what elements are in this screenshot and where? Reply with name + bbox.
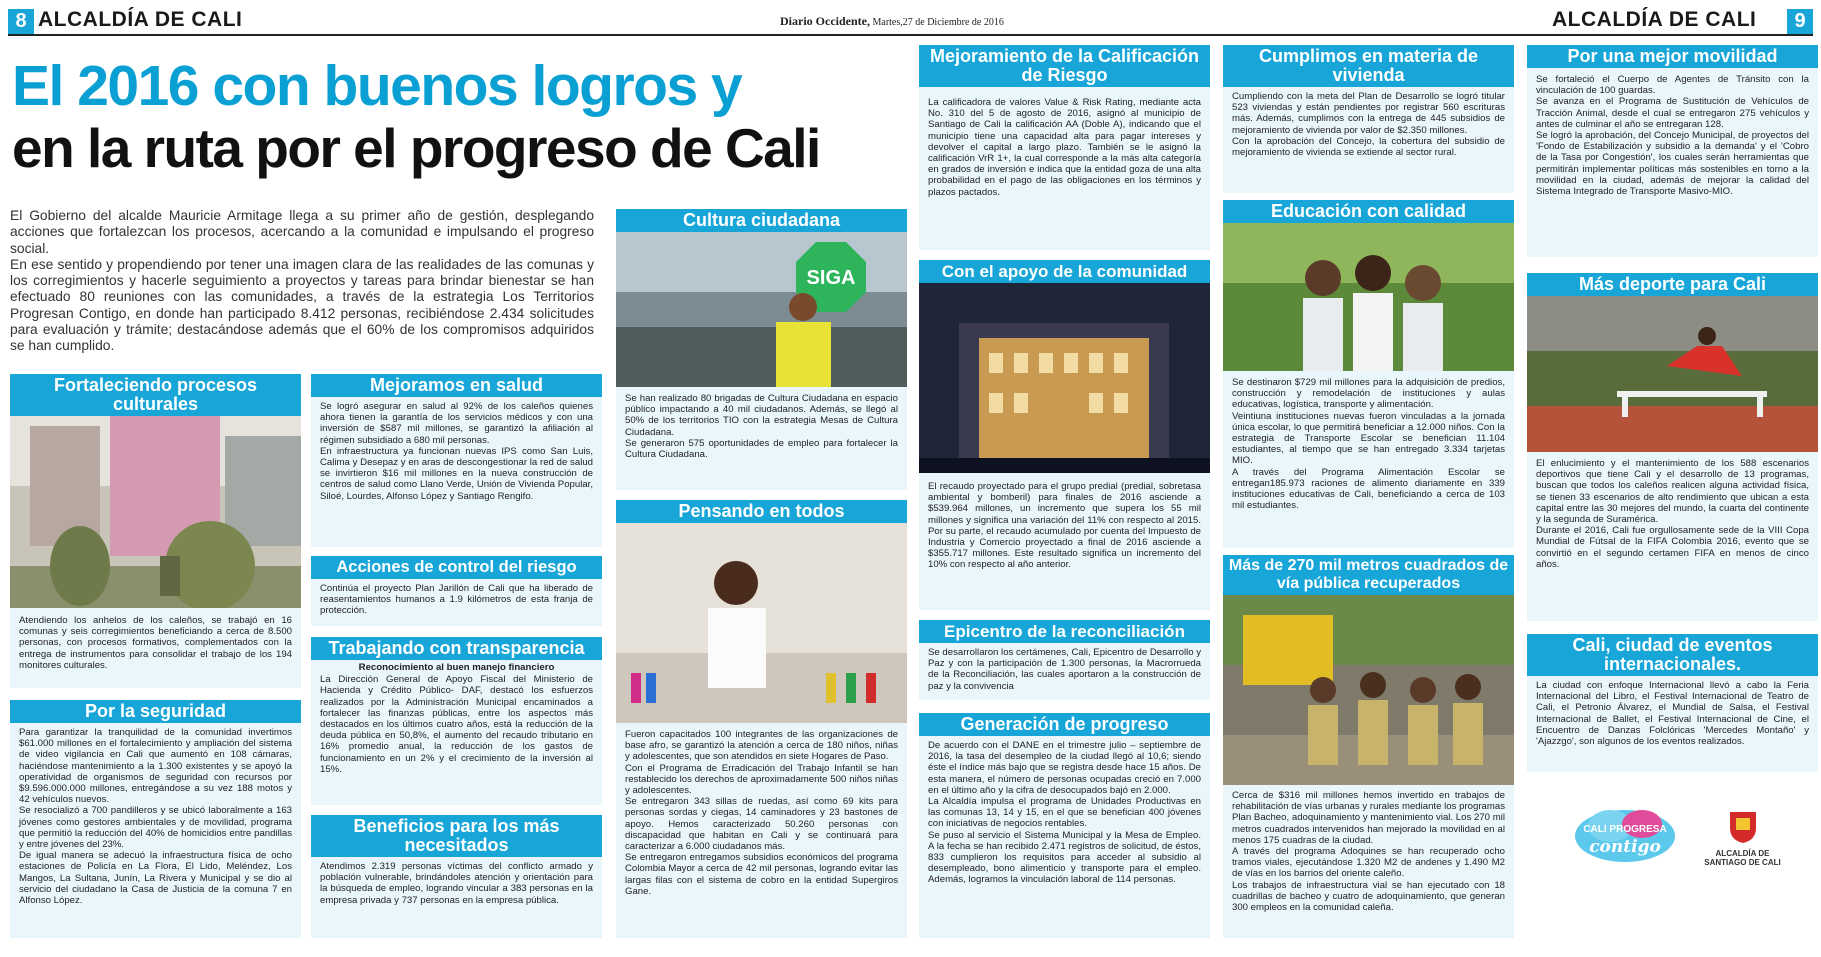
box-deporte [1527, 273, 1818, 621]
box-title: Trabajando con transparencia [311, 637, 602, 660]
box-pensando [616, 500, 907, 938]
box-paragraph: Se entregaron 343 sillas de ruedas, así como 69 kits para personas sordas y ciegas, 14 caminadores y 23 bastones de apoyo. Hemos caracterizado 50.260 personas con discapacidad que habitan en Cali y se continuará para caracterizar a 6.000 ciudadanos más. [625, 796, 898, 853]
box-paragraph: Se logró la aprobación, del Concejo Municipal, de proyectos del 'Fondo de Estabilización y subsidio a la demanda' y el 'Cobro de la Tasa por Congestión', los cuales serán herramientas que permitirán implementar políticas más sostenibles en torno a la movilidad en la ciudad, además de mejorar la calidad del Sistema Integrado de Transporte Masivo-MIO. [1536, 130, 1809, 198]
box-paragraph: Con la aprobación del Concejo, la cobertura del subsidio de mejoramiento de vivienda se extiende al sector rural. [1232, 135, 1505, 159]
logo-text: ALCALDÍA DE [1715, 849, 1770, 858]
box-title: Beneficios para los más necesitados [311, 815, 602, 857]
page-number-left: 8 [8, 9, 34, 34]
box-title: Educación con calidad [1223, 200, 1514, 223]
box-paragraph: A través del Programa Alimentación Escolar se entregan185.973 raciones de alimento diariamente en 339 instituciones educativas de Cali, beneficiando a cerca de 103 mil estudiantes. [1232, 466, 1505, 512]
box-paragraph: Cumpliendo con la meta del Plan de Desarrollo se logró titular 523 viviendas y están pendientes por registrar 560 escrituras más. Además, cumplimos con la entrega de 445 subsidios de mejoramiento de vivienda por valor de $2.350 millones. [1232, 91, 1505, 136]
masthead-name: Diario Occidente, [780, 14, 870, 28]
box-text: Se desarrollaron los certámenes, Cali, Epicentro de Desarrollo y Paz y con la participación de 1.300 personas, la Macrorrueda de la Reconciliación, las cuales aportaron a la construcción de paz y la convivencia [928, 647, 1202, 692]
intro-paragraph: El Gobierno del alcalde Mauricie Armitage llega a su primer año de gestión, desplegando acciones que fortalezcan los procesos, acercando a la comunidad e impulsando el progreso social. [10, 208, 594, 256]
box-educacion [1223, 200, 1514, 548]
box-paragraph: De igual manera se adecuó la infraestructura física de ocho estaciones de Policía en La Flora, El Lido, Meléndez, Los Mangos, La Sultana, Junín, La Rivera y Municipal y se dio al servicio del ciudadano la Casa de Justicia de la comuna 7 en Alfonso López. [19, 850, 292, 907]
header-rule [8, 34, 1813, 36]
box-seguridad [10, 700, 301, 938]
box-paragraph: Se fortaleció el Cuerpo de Agentes de Tránsito con la vinculación de 100 guardas. [1536, 74, 1809, 97]
logo-text: contigo [1589, 837, 1661, 857]
photo-building-night [919, 283, 1210, 473]
coat-of-arms-icon [1728, 810, 1758, 844]
box-text: El recaudo proyectado para el grupo predial (predial, sobretasa ambiental y bomberil) para finales de 2016 asciende a $539.964 millones, un incremento que supera los 55 mil millones y significa una variación del 11% con respecto al 2015. Por su parte, el recaudo acumulado por cuenta del Impuesto de Industria y Comercio proyectado a final de 2016 asciende a $355.717 millones. Este resultado significa un incremento del 10% con respecto al año anterior. [928, 481, 1201, 571]
box-paragraph: Se destinaron $729 mil millones para la adquisición de predios, construcción y remodelación de instituciones y aulas educativas, logística, transporte y alimentación. [1232, 377, 1505, 411]
box-text: Atendimos 2.319 personas víctimas del conflicto armado y población vulnerable, brindándoles atención y orientación para la búsqueda de empleo, logrando vincular a 383 personas en la empresa privada y 737 personas en la empresa pública. [320, 861, 593, 906]
box-cultura-ciudadana [616, 209, 907, 490]
box-text: Atendiendo los anhelos de los caleños, se trabajó en 16 comunas y seis corregimientos beneficiando a cerca de 8.500 personas, con procesos formativos, complementados con la entrega de instrumentos para consolidar el trabajo de los 194 monitores culturales. [19, 615, 292, 671]
box-paragraph: El enlucimiento y el mantenimiento de los 588 escenarios deportivos que tiene Cali y el desarrollo de 13 programas, buscan que todos los caleños realicen alguna actividad física, se tienen 33 escenarios de alto rendimiento que ubican a esta capital entre las 30 mejores del mundo, la cuarta del continente y la segunda de Suramérica. [1536, 458, 1809, 526]
box-title: Por la seguridad [10, 700, 301, 723]
photo-siga-sign [616, 232, 907, 387]
box-text: La ciudad con enfoque Internacional llevó a cabo la Feria Internacional del Libro, el Festival Internacional de Teatro de Cali, el Petronio Álvarez, el Mundial de Salsa, el Festival Internacional de Ballet, el Festival Internacional de Cine, el Encuentro de Danzas Folclóricas 'Mercedes Montaño' y 'Ajazzgo', son algunos de los eventos realizados. [1536, 680, 1809, 748]
box-title: Por una mejor movilidad [1527, 45, 1818, 68]
box-beneficios [311, 815, 602, 938]
box-title: Más deporte para Cali [1527, 273, 1818, 296]
box-paragraph: La Alcaldía impulsa el programa de Unidades Productivas en las comunas 13, 14 y 15, en el que se benefician 400 jóvenes con iniciativas de negocios rentables. [928, 796, 1201, 830]
section-title-right: ALCALDÍA DE CALI [1552, 8, 1757, 31]
box-paragraph: En infraestructura ya funcionan nuevas IPS como San Luis, Calima y Desepaz y en aras de descongestionar la red de salud se invirtieron $16 mil millones en la nueva construcción de centros de salud como Llano Verde, Unión de Vivienda Popular, Siloé, Lourdes, Alfonso López y Santiago Rengifo. [320, 445, 593, 502]
box-comunidad [919, 260, 1210, 610]
box-fortaleciendo [10, 374, 301, 688]
box-vivienda [1223, 45, 1514, 193]
box-paragraph: Se resocializó a 700 pandilleros y se ubicó laboralmente a 163 jóvenes como gestores ambientales y de movilidad, programa que permitió la reducción del 40% de homicidios entre pandillas y entre jóvenes del 23%. [19, 805, 292, 851]
box-reconciliacion [919, 620, 1210, 700]
masthead-date: Martes,27 de Diciembre de 2016 [872, 17, 1004, 28]
box-paragraph: Los trabajos de infraestructura vial se han ejecutado con 18 cuadrillas de bacheo y cuatro de adoquinamiento, que generan 300 empleos en la comunidad caleña. [1232, 879, 1505, 914]
box-paragraph: Durante el 2016, Cali fue orgullosamente sede de la VIII Copa Mundial de Fútsal de la FIFA Colombia 2016, evento que se convirtió en el segundo certamen FIFA en menos de cinco años. [1536, 525, 1809, 570]
box-salud [311, 374, 602, 547]
photo-students [1223, 223, 1514, 371]
box-title: Fortaleciendo procesos culturales [10, 374, 301, 416]
photo-road-workers [1223, 595, 1514, 785]
photo-statues [10, 416, 301, 608]
box-title: Cultura ciudadana [616, 209, 907, 232]
page-number-right: 9 [1787, 9, 1813, 34]
box-text: La Dirección General de Apoyo Fiscal del Ministerio de Hacienda y Crédito Público- DAF, destacó los esfuerzos realizados por la Administración Municipal encaminados a fortalecer las finanzas públicas, entre los aspectos más destacados en los últimos cuatro años, está la reducción de la deuda pública en 50,8%, el aumento del recaudo tributario en 16% promedio anual, la reducción de los gastos de funcionamiento en un 2% y el crecimiento de la inversión al 15%. [320, 674, 593, 775]
box-title: Más de 270 mil metros cuadrados de vía pública recuperados [1223, 555, 1514, 595]
box-title: Mejoramos en salud [311, 374, 602, 397]
box-title: Cali, ciudad de eventos internacionales. [1527, 634, 1818, 676]
box-vias [1223, 555, 1514, 938]
box-title: Cumplimos en materia de vivienda [1223, 45, 1514, 87]
box-title: Acciones de control del riesgo [311, 556, 602, 579]
intro-text [10, 208, 594, 355]
box-paragraph: Cerca de $316 mil millones hemos invertido en trabajos de rehabilitación de vías urbanas y rurales mediante los programas Plan Bacheo, adoquinamiento y mantenimiento vial. Los 270 mil metros cuadrados intervenidos han mejorado la movilidad en al menos 175 cuadras de la ciudad. [1232, 790, 1505, 846]
photo-hurdler [1527, 296, 1818, 452]
box-movilidad [1527, 45, 1818, 257]
box-subtitle: Reconocimiento al buen manejo financiero [358, 662, 555, 673]
photo-workshop [616, 523, 907, 723]
box-title: Mejoramiento de la Calificación de Riesgo [919, 45, 1210, 87]
box-title: Epicentro de la reconciliación [919, 620, 1210, 643]
alcaldia-logo [1700, 810, 1785, 880]
box-transparencia [311, 637, 602, 805]
sign-text: SIGA [806, 267, 856, 289]
logo-text: CALI PROGRESA [1583, 824, 1667, 835]
box-paragraph: Fueron capacitados 100 integrantes de las organizaciones de base afro, se garantizó la atención a cerca de 180 niños, niñas y adolescentes, que son atendidos en siete Hogares de Paso. [625, 729, 898, 763]
masthead [780, 14, 1004, 29]
intro-paragraph: En ese sentido y propendiendo por tener una imagen clara de las realidades de las comunas y los corregimientos y hacerle seguimiento a proyectos y tareas para brindar bienestar se han efectuado 80 reuniones con las comunidades, a través de la estrategia Los Territorios Progresan Contigo, en donde han participado 8.412 personas, recibiéndose 2.434 solicitudes para evaluación y trámite; destacándose además que el 60% de los compromisos adquiridos se han cumplido. [10, 256, 594, 354]
box-paragraph: Se logró asegurar en salud al 92% de los caleños quienes ahora tienen la garantía de los servicios médicos y con una inversión de $587 mil millones, se garantizó la afiliación al régimen subsidiado a 680 mil personas. [320, 401, 593, 446]
logo-text: SANTIAGO DE CALI [1704, 858, 1781, 867]
box-riesgo [311, 556, 602, 626]
box-paragraph: A través del programa Adoquines se han recuperado ocho tramos viales, ejecutándose 1.320 M2 de andenes y 1.490 M2 de vías en los barrios del oriente caleño. [1232, 846, 1505, 880]
section-title-left: ALCALDÍA DE CALI [38, 8, 243, 31]
headline-line-2: en la ruta por el progreso de Cali [12, 117, 820, 179]
box-paragraph: De acuerdo con el DANE en el trimestre julio – septiembre de 2016, la tasa del desempleo de la ciudad llegó al 10,6; siendo éste el índice más bajo que se registra desde hace 15 años. De esta manera, el número de personas ocupadas creció en 7.000 en el último año y la cifra de desocupados bajó en 2.000. [928, 740, 1201, 796]
box-title: Con el apoyo de la comunidad [919, 260, 1210, 283]
cali-progresa-logo [1570, 800, 1680, 870]
box-paragraph: Con el Programa de Erradicación del Trabajo Infantil se han restablecido los derechos de aproximadamente 500 niños niñas y adolescentes. [625, 762, 898, 797]
box-text: La calificadora de valores Value & Risk Rating, mediante acta No. 310 del 5 de agosto de 2016, asignó al municipio de Santiago de Cali la calificación AA (Doble A), indicando que el municipio tiene una capacidad alta para pagar intereses y devolver el capital a largo plazo. También se le asignó la calificación VrR 1+, la cual corresponde a la más alta categoría en grados de inversión e indica que la entidad goza de una alta probabilidad en el pago de las obligaciones en los términos y plazos pactados. [928, 97, 1201, 198]
headline-line-1: El 2016 con buenos logros y [12, 54, 742, 118]
box-paragraph: Se avanza en el Programa de Sustitución de Vehículos de Tracción Animal, desde el cual se entregaron 275 vehículos y antes de culminar el año se entregaran 128. [1536, 96, 1809, 130]
box-paragraph: Se generaron 575 oportunidades de empleo para fortalecer la Cultura Ciudadana. [625, 437, 898, 461]
box-text: Continúa el proyecto Plan Jarillón de Cali que ha liberado de reasentamientos humanos a 1.9 kilómetros de esta franja de protección. [320, 583, 593, 617]
box-progreso [919, 713, 1210, 938]
box-calificacion [919, 45, 1210, 250]
box-title: Pensando en todos [616, 500, 907, 523]
box-paragraph: Veintiuna instituciones nuevas fueron vinculadas a la jornada única escolar, lo que permitirá beneficiar a 12.000 niños. Con la estrategia de Transporte Escolar se benefician 11.104 estudiantes, al tiempo que se han entregado 3.334 tarjetas MIO. [1232, 410, 1505, 467]
box-paragraph: Se puso al servicio el Sistema Municipal y la Mesa de Empleo. A la fecha se han recibido 2.471 registros de solicitud, de éstos, 833 cumplieron los requisitos para acceder al subsidio al desempleado, bono alimenticio y transporte para el empleo. Además, logramos la vinculación laboral de 114 personas. [928, 829, 1201, 886]
box-eventos [1527, 634, 1818, 772]
box-title: Generación de progreso [919, 713, 1210, 736]
box-paragraph: Para garantizar la tranquilidad de la comunidad invertimos $61.000 millones en el fortalecimiento y ampliación del sistema de video vigilancia en Cali que aumentó en 108 cámaras, haciéndose mantenimiento a la 1.300 existentes y se apoyó la operatividad de organismos de seguridad con recursos por $9.596.000.000 millones, entregándose a su vez 188 motos y 42 vehículos nuevos. [19, 727, 292, 806]
box-paragraph: Se entregaron entregamos subsidios económicos del programa Colombia Mayor a cerca de 42 mil personas, logrando evitar las largas filas con el sistema de cobro en la entidad Supergiros Gane. [625, 852, 898, 897]
box-paragraph: Se han realizado 80 brigadas de Cultura Ciudadana en espacio público impactando a 40 mil ciudadanos. Además, se llegó al 50% de los territorios TIO con la estrategia Mesas de Cultura Ciudadana. [625, 393, 898, 438]
